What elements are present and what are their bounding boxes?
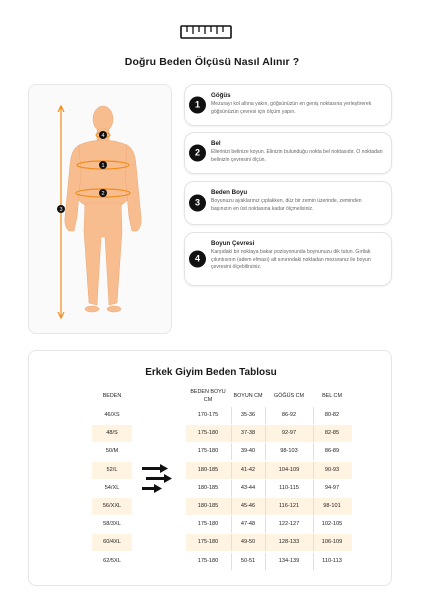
- waist-cell: 110-113: [322, 557, 342, 564]
- table-row: [186, 462, 352, 479]
- table-row: [186, 553, 352, 570]
- waist-cell: 82-85: [324, 430, 340, 437]
- size-table-title: Erkek Giyim Beden Tablosu: [145, 367, 277, 378]
- height-cell: 175-180: [197, 448, 219, 455]
- height-cell: 180-185: [197, 503, 219, 509]
- neck-cell: 45-46: [240, 503, 256, 509]
- body-figure-illustration: [29, 85, 173, 335]
- waist-cell: 80-82: [324, 412, 340, 418]
- waist-cell: 106-109: [321, 539, 343, 546]
- size-label-row: [92, 407, 132, 424]
- page-title: Doğru Beden Ölçüsü Nasıl Alınır ?: [124, 56, 300, 68]
- waist-cell: 98-101: [323, 503, 341, 509]
- chest-cell: 122-127: [278, 521, 300, 528]
- table-row: [186, 498, 352, 515]
- step-description: Boyunuzu ayaklarınız çıplakken, düz bir zemin üzerinde, zeminden başınızın en üst noktasına kadar ölçmelisiniz.: [211, 198, 362, 212]
- arrow-right-icon: [142, 464, 174, 494]
- step-card-waist: [184, 132, 392, 174]
- height-cell: 180-185: [197, 484, 219, 491]
- ruler-icon: [180, 24, 232, 40]
- size-label: 50/M: [105, 448, 119, 455]
- neck-cell: 50-51: [240, 557, 256, 564]
- step-description: Karşıdaki bir noktaya bakar pozisyonunda boynunuzu dik tutun. Gırtlak çıkıntısının (adem elması) alt sınırındaki noktadan mezuranız ile boyun çevresini ölçebilirsiniz.: [211, 249, 371, 271]
- size-label: 62/5XL: [103, 557, 121, 564]
- size-label: 48/S: [106, 430, 118, 437]
- step-title: Bel: [211, 140, 221, 147]
- height-cell: 180-185: [197, 466, 219, 473]
- size-label-row: [92, 553, 132, 570]
- waist-cell: 102-105: [321, 521, 343, 528]
- size-label-row: [92, 498, 132, 515]
- column-header-neck: BOYUN CM: [233, 393, 263, 399]
- size-label-row: [92, 516, 132, 533]
- step-number: 3: [189, 195, 206, 212]
- step-card-neck: [184, 232, 392, 286]
- size-label: 56/XXL: [102, 503, 122, 509]
- marker-height: [57, 205, 65, 213]
- size-label-row: [92, 425, 132, 442]
- height-cell: 175-180: [197, 539, 219, 546]
- size-label: 58/3XL: [103, 521, 121, 528]
- column-header-chest: GÖĞÜS CM: [274, 393, 304, 399]
- svg-text:3: 3: [59, 207, 63, 214]
- svg-text:1: 1: [101, 163, 105, 170]
- neck-cell: 37-38: [240, 430, 256, 437]
- size-label: 60/4XL: [103, 539, 121, 546]
- step-number: 2: [189, 145, 206, 162]
- step-description: Mezurayı kol altına yakın, göğsünüzün en geniş noktasına yerleştirerek göğsünüzün çevresi için ölçüm yapın.: [211, 101, 372, 115]
- chest-cell: 110-115: [279, 484, 299, 491]
- step-description: Ellerinizi belinize koyun. Elinizin bulunduğu nokta bel noktasıdır. O noktadan belinizin çevresini ölçün.: [211, 149, 383, 163]
- size-label: 52/L: [106, 466, 118, 473]
- waist-cell: 86-89: [324, 448, 340, 455]
- height-cell: 170-175: [197, 412, 219, 418]
- column-header-size: BEDEN: [102, 393, 122, 399]
- table-row: [186, 534, 352, 551]
- neck-cell: 35-36: [240, 412, 256, 418]
- svg-text:4: 4: [101, 133, 105, 140]
- step-number: 4: [189, 251, 206, 268]
- size-label-row: [92, 534, 132, 551]
- neck-cell: 41-42: [240, 466, 256, 473]
- table-row: [186, 407, 352, 424]
- table-row: [186, 516, 352, 533]
- size-label-row: [92, 462, 132, 479]
- waist-cell: 90-93: [324, 466, 340, 473]
- size-label: 46/XS: [104, 412, 120, 418]
- chest-cell: 98-103: [280, 448, 298, 455]
- neck-cell: 47-48: [240, 521, 256, 528]
- size-label: 54/XL: [104, 484, 120, 491]
- step-title: Göğüs: [211, 92, 231, 99]
- height-cell: 175-180: [197, 430, 219, 437]
- table-row: [186, 480, 352, 497]
- step-title: Beden Boyu: [211, 189, 248, 196]
- table-row: [186, 443, 352, 460]
- height-cell: 175-180: [197, 557, 219, 564]
- waist-cell: 94-97: [324, 484, 340, 491]
- step-card-height: [184, 181, 392, 225]
- neck-cell: 39-40: [240, 448, 256, 455]
- step-number: 1: [189, 97, 206, 114]
- chest-cell: 134-139: [278, 557, 300, 564]
- neck-cell: 43-44: [240, 484, 256, 491]
- neck-cell: 49-50: [240, 539, 256, 546]
- size-label-row: [92, 443, 132, 460]
- svg-text:2: 2: [101, 191, 105, 198]
- column-header-height: BEDEN BOYU CM: [190, 389, 226, 403]
- table-row: [186, 425, 352, 442]
- chest-cell: 116-121: [278, 503, 300, 509]
- column-header-waist: BEL CM: [322, 393, 342, 399]
- chest-cell: 128-133: [278, 539, 300, 546]
- chest-cell: 104-109: [278, 466, 300, 473]
- body-figure-card: [28, 84, 172, 334]
- step-title: Boyun Çevresi: [211, 240, 255, 247]
- step-card-chest: [184, 84, 392, 126]
- chest-cell: 92-97: [281, 430, 297, 437]
- chest-cell: 86-92: [281, 412, 297, 418]
- height-cell: 175-180: [197, 521, 219, 528]
- size-label-row: [92, 480, 132, 497]
